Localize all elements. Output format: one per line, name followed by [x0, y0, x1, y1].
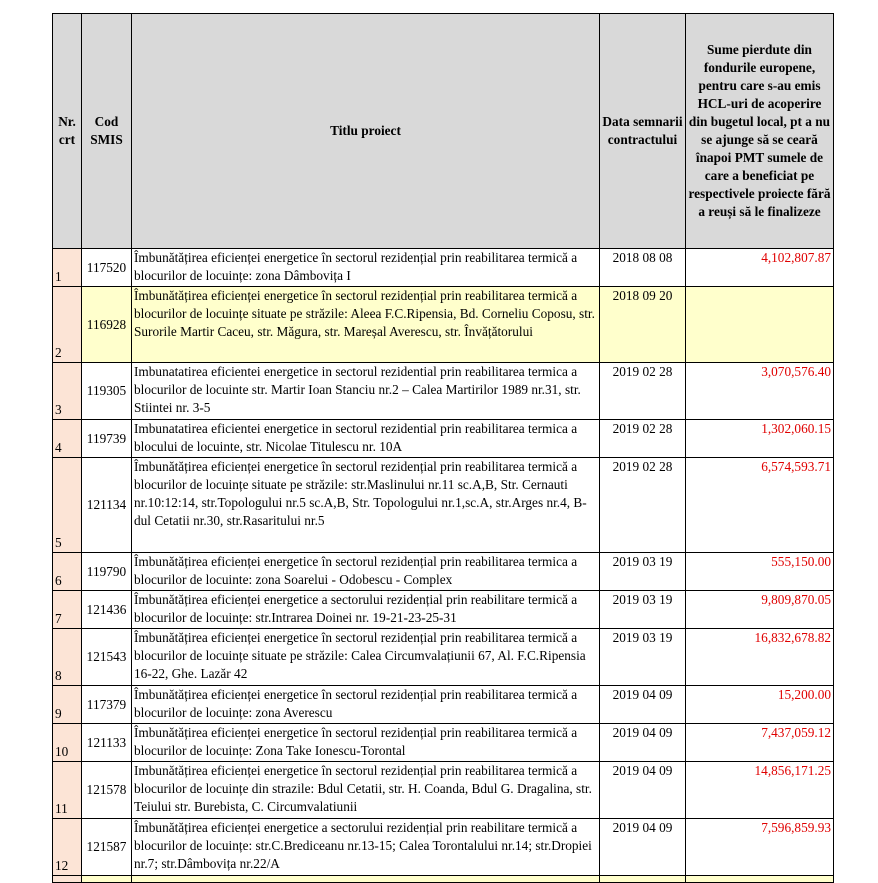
row-smis-cell: 116928	[82, 287, 132, 363]
row-amount-cell: 7,596,859.93	[686, 819, 834, 876]
row-date-cell: 2018 08 08	[600, 249, 686, 287]
table-row	[53, 686, 834, 724]
row-amount-cell: 14,856,171.25	[686, 762, 834, 819]
row-title-cell: Imbunatatirea eficientei energetice in sectorul rezidential prin reabilitarea termica a blocurilor de locuinte str. Martir Ioan Stanciu nr.2 – Calea Martirilor 1989 nr.31, str. Stiintei nr. 3-5	[132, 363, 600, 420]
row-title-cell: Imbunătățirea eficienței energetice în sectorul rezidențial prin reabilitarea termică a blocurilor de locuințe din strazile: Bdul Cetatii, str. H. Coanda, Bdul G. Dragalina, str. Teiului str. Burebista, C. Circumvalatiunii	[132, 762, 600, 819]
row-nr-cell: 2	[53, 287, 82, 363]
row-nr-cell: 5	[53, 458, 82, 553]
header-titlu-proiect: Titlu proiect	[132, 14, 600, 249]
row-date-cell: 2019 04 09	[600, 724, 686, 762]
row-amount-cell: 7,437,059.12	[686, 724, 834, 762]
row-date-cell: 2019 03 19	[600, 591, 686, 629]
row-smis-cell: 119305	[82, 363, 132, 420]
row-title-cell: Îmbunătățirea eficienței energetice în sectorul rezidențial prin reabilitarea termică a blocurilor de locuințe situate pe străzile: Calea Circumvalațiunii 67, Al. F.C.Ripensia 16-22, Ghe. Lazăr 42	[132, 629, 600, 686]
row-smis-cell: 121436	[82, 591, 132, 629]
row-nr-cell: 3	[53, 363, 82, 420]
table-row	[53, 762, 834, 819]
row-date-cell: 2019 04 09	[600, 686, 686, 724]
header-row	[53, 14, 834, 249]
row-title-cell: Îmbunătățirea eficienței energetice în sectorul rezidențial prin reabilitarea termică a blocurilor de locuințe: zona Dâmbovița I	[132, 249, 600, 287]
table-row	[53, 629, 834, 686]
table-row	[53, 591, 834, 629]
table-row	[53, 724, 834, 762]
row-smis-cell: 121587	[82, 819, 132, 876]
row-date-cell: 2018 09 20	[600, 287, 686, 363]
projects-table	[52, 13, 834, 883]
row-date-cell: 2019 04 09	[600, 762, 686, 819]
row-amount-cell: 15,200.00	[686, 686, 834, 724]
table-row	[53, 458, 834, 553]
row-title-cell: Îmbunătățirea eficienței energetice a sectorului rezidențial prin reabilitare termică a blocurilor de locuințe: str.Intrarea Doinei nr. 19-21-23-25-31	[132, 591, 600, 629]
row-smis-cell: 121134	[82, 458, 132, 553]
table-row	[53, 287, 834, 363]
table-row	[53, 249, 834, 287]
row-amount-cell: 555,150.00	[686, 553, 834, 591]
table-row	[53, 553, 834, 591]
header-cod-smis: Cod SMIS	[82, 14, 132, 249]
row-date-cell: 2019 04 09	[600, 819, 686, 876]
row-date-cell: 2019 02 28	[600, 420, 686, 458]
row-smis-cell: 119790	[82, 553, 132, 591]
header-sume-pierdute: Sume pierdute din fondurile europene, pentru care s-au emis HCL-uri de acoperire din bugetul local, pt a nu se ajunge să se ceară înapoi PMT sumele de care a beneficiat pe respectivele proiecte fără a reuși să le finalizeze	[686, 14, 834, 249]
row-smis-cell: 119739	[82, 420, 132, 458]
row-title-cell: Îmbunătățirea eficienței energetice a sectorului rezidențial prin reabilitare termică a blocurilor de locuințe: str.C.Brediceanu nr.13-15; Calea Torontalului nr.14; str.Dropiei nr.7; str.Dâmbovița nr.22/A	[132, 819, 600, 876]
row-smis-cell: 121578	[82, 762, 132, 819]
table-row	[53, 363, 834, 420]
row-title-cell: Imbunatatirea eficientei energetice in sectorul rezidential prin reabilitarea termica a blocului de locuinte, str. Nicolae Titulescu nr. 10A	[132, 420, 600, 458]
row-amount-cell: 1,302,060.15	[686, 420, 834, 458]
row-title-cell: Îmbunătățirea eficienței energetice în sectorul rezidențial prin reabilitarea termică a blocurilor de locuințe situate pe străzile: str.Maslinului nr.11 sc.A,B, Str. Cernauti nr.10:12:14, str.Topologului nr.5 sc.A,B, Str. Topologului nr.1,sc.A, str.Arges nr.4, B-dul Cetatii nr.30, str.Rasaritului nr.5	[132, 458, 600, 553]
row-date-cell: 2019 02 28	[600, 363, 686, 420]
row-date-cell: 2019 03 19	[600, 553, 686, 591]
row-smis-cell: 117520	[82, 249, 132, 287]
row-smis-cell: 121543	[82, 629, 132, 686]
row-nr-cell: 7	[53, 591, 82, 629]
row-nr-cell: 1	[53, 249, 82, 287]
row-smis-cell: 117379	[82, 686, 132, 724]
row-nr-cell: 8	[53, 629, 82, 686]
row-nr-cell: 4	[53, 420, 82, 458]
row-date-cell: 2019 02 28	[600, 458, 686, 553]
row-amount-cell: 9,809,870.05	[686, 591, 834, 629]
header-nr-crt: Nr. crt	[53, 14, 82, 249]
row-nr-cell: 12	[53, 819, 82, 876]
row-title-cell: Îmbunătățirea eficienței energetice în sectorul rezidențial prin reabilitarea termica a blocurilor de locuinte: zona Soarelui - Odobescu - Complex	[132, 553, 600, 591]
row-date-cell: 2019 03 19	[600, 629, 686, 686]
row-amount-cell: 6,574,593.71	[686, 458, 834, 553]
row-title-cell: Îmbunătățirea eficienței energetice în sectorul rezidențial prin reabilitarea termică a blocurilor de locuințe situate pe străzile: Aleea F.C.Ripensia, Bd. Corneliu Coposu, str. Surorile Martir Caceu, str. Măgura, str. Mareșal Averescu, str. Învățătorului	[132, 287, 600, 363]
row-title-cell: Îmbunătățirea eficienței energetice în sectorul rezidențial prin reabilitarea termică a blocurilor de locuințe: zona Averescu	[132, 686, 600, 724]
header-data-semnarii: Data semnarii contractului	[600, 14, 686, 249]
row-amount-cell: 3,070,576.40	[686, 363, 834, 420]
row-nr-cell: 9	[53, 686, 82, 724]
row-nr-cell: 10	[53, 724, 82, 762]
row-title-cell: Îmbunătățirea eficienței energetice în sectorul rezidențial prin reabilitarea termică a blocurilor de locuințe: Zona Take Ionescu-Torontal	[132, 724, 600, 762]
row-amount-cell	[686, 287, 834, 363]
row-nr-cell: 11	[53, 762, 82, 819]
table-row	[53, 819, 834, 876]
row-nr-cell: 6	[53, 553, 82, 591]
table-row	[53, 420, 834, 458]
row-smis-cell: 121133	[82, 724, 132, 762]
row-amount-cell: 4,102,807.87	[686, 249, 834, 287]
row-amount-cell: 16,832,678.82	[686, 629, 834, 686]
